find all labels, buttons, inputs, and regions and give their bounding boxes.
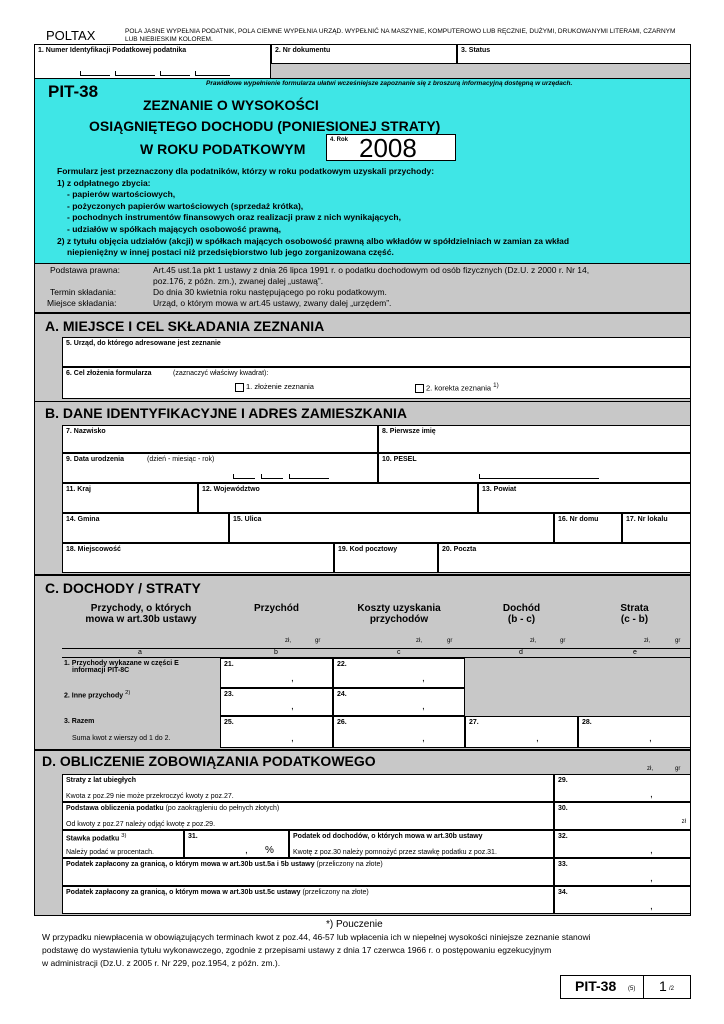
form-code: PIT-38	[48, 82, 99, 101]
field-24[interactable]: 24. ,	[333, 688, 465, 716]
row-3-hint: Suma kwot z wierszy od 1 do 2.	[72, 735, 171, 742]
letter-a: a	[138, 649, 142, 656]
field-28[interactable]: 28. ,	[578, 716, 691, 748]
purpose-1d: - udziałów w spółkach mających osobowość prawną,	[67, 224, 281, 234]
purpose-2b: niepieniężny w innej postaci niż przedsiębiorstwo lub jego zorganizowana część.	[67, 247, 394, 257]
checkbox-submit[interactable]	[235, 383, 244, 392]
purpose-1b: - pożyczonych papierów wartościowych (sprzedaż krótka),	[67, 201, 304, 211]
doc-field: 2. Nr dokumentu	[271, 44, 457, 64]
footer-code: PIT-38	[575, 978, 617, 994]
purpose-field: 6. Cel złożenia formularza (zaznaczyć właściwy kwadrat): 1. złożenie zeznania 2. korekta zeznania $^{1)}$	[62, 367, 691, 399]
row-29-hint: Kwota z poz.29 nie może przekroczyć kwoty z poz.27.	[66, 793, 234, 800]
percent-sign: %	[265, 845, 274, 856]
col-a-header: Przychody, o których mowa w art.30b ustawy	[85, 603, 197, 625]
section-c-title: C. DOCHODY / STRATY	[45, 580, 201, 596]
col-b-zl: zł,	[285, 638, 291, 644]
form-title-1: ZEZNANIE O WYSOKOŚCI	[143, 97, 319, 113]
year-field[interactable]: 4. Rok 2008	[326, 134, 456, 161]
notice-text-1: W przypadku niewpłacenia w obowiązujących terminach kwot z poz.44, 46-57 lub wpłacenia ich w niepełnej wysokości niniejsze zeznanie stanowi	[42, 932, 591, 942]
d-gr: gr	[675, 766, 681, 772]
basis-text-2: poz.176, z późn. zm.), zwanej dalej „ustawą”.	[153, 276, 324, 286]
col-c-gr: gr	[447, 638, 453, 644]
voivodeship-field[interactable]: 12. Województwo	[198, 483, 478, 513]
field-23[interactable]: 23. ,	[220, 688, 333, 716]
flat-no-field[interactable]: 17. Nr lokalu	[622, 513, 691, 543]
notice-title: *) Pouczenie	[326, 919, 383, 930]
notice-text-2: podstawę do wystawienia tytułu wykonawczego, zgodnie z przepisami ustawy z dnia 17 czerwca 1966 r. o postępowaniu egzekucyjnym	[42, 945, 552, 955]
tax-office-field[interactable]: 5. Urząd, do którego adresowane jest zeznanie	[62, 337, 691, 367]
option-submit[interactable]: 1. złożenie zeznania	[235, 382, 314, 392]
col-c-header: Koszty uzyskania przychodów	[357, 603, 441, 625]
col-d-header: Dochód (b - c)	[502, 603, 541, 625]
field-27[interactable]: 27. ,	[465, 716, 578, 748]
nip-field[interactable]: 1. Numer Identyfikacji Podatkowej podatnika	[34, 44, 271, 80]
field-33[interactable]: 33. ,	[554, 858, 691, 886]
year-value: 2008	[359, 133, 417, 163]
purpose-hint: (zaznaczyć właściwy kwadrat):	[173, 370, 269, 377]
form-title-2: OSIĄGNIĘTEGO DOCHODU (PONIESIONEJ STRATY)	[89, 118, 441, 134]
row-29-label: Straty z lat ubiegłych Kwota z poz.29 nie może przekroczyć kwoty z poz.27.	[62, 774, 554, 802]
notice-text-3: w administracji (Dz.U. z 2005 r. Nr 229, poz.1954, z późn. zm.).	[42, 958, 281, 968]
row-30-hint: Od kwoty z poz.27 należy odjąć kwotę z poz.29.	[66, 821, 216, 828]
row-31-hint: Należy podać w procentach.	[66, 849, 154, 856]
district-field[interactable]: 13. Powiat	[478, 483, 691, 513]
col-e-gr: gr	[675, 638, 681, 644]
purpose-1: 1) z odpłatnego zbycia:	[57, 178, 151, 188]
deadline-label: Termin składania:	[50, 287, 117, 297]
page-total: /2	[669, 986, 675, 992]
field-26[interactable]: 26. ,	[333, 716, 465, 748]
row-30-label: Podstawa obliczenia podatku (po zaokrągleniu do pełnych złotych) Od kwoty z poz.27 należy odjąć kwotę z poz.29.	[62, 802, 554, 830]
country-field[interactable]: 11. Kraj	[62, 483, 198, 513]
purpose: Formularz jest przeznaczony dla podatników, którzy w roku podatkowym uzyskali przychody:	[57, 166, 435, 176]
page-number: 1	[659, 978, 667, 994]
checkbox-correction[interactable]	[415, 384, 424, 393]
purpose-1a: - papierów wartościowych,	[67, 189, 176, 199]
header-note: Prawidłowe wypełnienie formularza ułatwi wcześniejsze zapoznanie się z broszurą informacyjną dostępną w urzędach.	[206, 80, 573, 87]
footer-code-box	[560, 975, 691, 999]
form-title-3: W ROKU PODATKOWYM	[140, 141, 306, 157]
row-3-label: 3. Razem	[64, 718, 95, 725]
status-field: 3. Status	[457, 44, 691, 64]
brand: POLTAX	[46, 28, 96, 43]
place-label: Miejsce składania:	[47, 298, 117, 308]
field-30[interactable]: 30. zł	[554, 802, 691, 830]
place-text: Urząd, o którym mowa w art.45 ustawy, zwany dalej „urzędem”.	[153, 298, 392, 308]
field-30-zl: zł	[681, 819, 686, 825]
letter-d: d	[519, 649, 523, 656]
letter-b: b	[274, 649, 278, 656]
post-office-field[interactable]: 20. Poczta	[438, 543, 691, 573]
field-25[interactable]: 25. ,	[220, 716, 333, 748]
instructions: POLA JASNE WYPEŁNIA PODATNIK, POLA CIEMNE WYPEŁNIA URZĄD. WYPEŁNIĆ NA MASZYNIE, KOMPUTEROWO LUB RĘCZNIE, DUŻYMI, DRUKOWANYMI LITERAMI, CZARNYM LUB NIEBIESKIM KOLOREM.	[125, 28, 676, 43]
col-e-header: Strata (c - b)	[620, 603, 649, 625]
row-1-label: 1. Przychody wykazane w części E informacji PIT-8C	[64, 660, 179, 674]
pesel-field[interactable]: 10. PESEL	[378, 453, 691, 483]
postal-code-field[interactable]: 19. Kod pocztowy	[334, 543, 438, 573]
field-21[interactable]: 21. ,	[220, 658, 333, 688]
section-a-title: A. MIEJSCE I CEL SKŁADANIA ZEZNANIA	[45, 318, 325, 334]
section-b-title: B. DANE IDENTYFIKACYJNE I ADRES ZAMIESZKANIA	[45, 405, 407, 421]
letter-row	[62, 648, 691, 658]
col-b-header: Przychód	[253, 603, 299, 614]
col-e-zl: zł,	[644, 638, 650, 644]
row-34-label: Podatek zapłacony za granicą, o którym mowa w art.30b ust.5c ustawy (przeliczony na złote)	[62, 886, 554, 914]
field-32[interactable]: 32. ,	[554, 830, 691, 858]
option-correction[interactable]: 2. korekta zeznania $^{1)}$	[415, 382, 499, 393]
field-22[interactable]: 22. ,	[333, 658, 465, 688]
col-b-gr: gr	[315, 638, 321, 644]
row-31-label: Stawka podatku $^{3)}$ Należy podać w procentach.	[62, 830, 184, 858]
d-zl: zł,	[647, 766, 653, 772]
birth-date-hint: (dzień - miesiąc - rok)	[147, 456, 215, 463]
street-field[interactable]: 15. Ulica	[229, 513, 554, 543]
city-field[interactable]: 18. Miejscowość	[62, 543, 334, 573]
deadline-text: Do dnia 30 kwietnia roku następującego po roku podatkowym.	[153, 287, 387, 297]
purpose-1c: - pochodnych instrumentów finansowych oraz realizacji praw z nich wynikających,	[67, 212, 401, 222]
basis-text-1: Art.45 ust.1a pkt 1 ustawy z dnia 26 lipca 1991 r. o podatku dochodowym od osób fizycznych (Dz.U. z 2000 r. Nr 14,	[153, 265, 590, 275]
col-d-zl: zł,	[530, 638, 536, 644]
purpose-2a: 2) z tytułu objęcia udziałów (akcji) w spółkach mających osobowość prawną albo wkładów w spółdzielniach w zamian za wkład	[57, 236, 570, 246]
col-d-gr: gr	[560, 638, 566, 644]
letter-c: c	[397, 649, 401, 656]
footer-version: (5)	[628, 986, 636, 992]
birth-date-field[interactable]: 9. Data urodzenia (dzień - miesiąc - rok)	[62, 453, 378, 483]
row-2-label: 2. Inne przychody $^{2)}$	[64, 690, 131, 700]
letter-e: e	[633, 649, 637, 656]
field-29[interactable]: 29. ,	[554, 774, 691, 802]
basis-label: Podstawa prawna:	[50, 265, 120, 275]
house-no-field[interactable]: 16. Nr domu	[554, 513, 622, 543]
first-name-field[interactable]: 8. Pierwsze imię	[378, 425, 691, 453]
field-31[interactable]: 31. , %	[184, 830, 289, 858]
section-d-title: D. OBLICZENIE ZOBOWIĄZANIA PODATKOWEGO	[42, 753, 376, 769]
row-33-label: Podatek zapłacony za granicą, o którym mowa w art.30b ust.5a i 5b ustawy (przeliczony na złote)	[62, 858, 554, 886]
row-32-hint: Kwotę z poz.30 należy pomnożyć przez stawkę podatku z poz.31.	[293, 849, 497, 856]
row-32-label: Podatek od dochodów, o których mowa w art.30b ustawy Kwotę z poz.30 należy pomnożyć przez stawkę podatku z poz.31.	[289, 830, 554, 858]
surname-field[interactable]: 7. Nazwisko	[62, 425, 378, 453]
commune-field[interactable]: 14. Gmina	[62, 513, 229, 543]
field-34[interactable]: 34. ,	[554, 886, 691, 914]
col-c-zl: zł,	[416, 638, 422, 644]
